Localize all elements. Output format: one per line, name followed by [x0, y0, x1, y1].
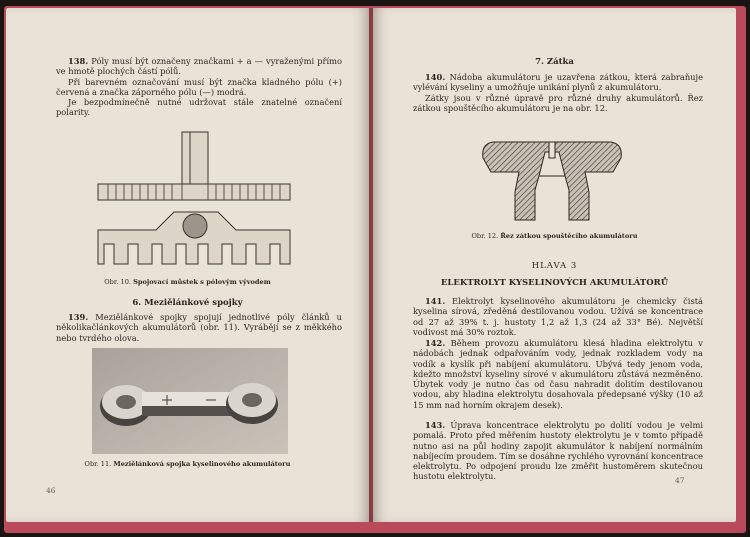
- para-text: Úprava koncentrace elektrolytu po dolití vodou je velmi pomalá. Proto před měřením hustoty elektrolytu je v tomto případě nutno asi na půl hodiny zapojit akumulátor k nabíjení normálním nabíjecím proudem. Tím se dosáhne rychlého vyrovnání koncentrace elektrolytu. Po odpojení proudu lze změřit hustoměrem skutečnou hustotu elektrolytu.: [413, 420, 703, 482]
- para-number: 140.: [425, 72, 446, 82]
- figure-10-connector-bridge: [94, 128, 294, 268]
- paragraph-138b: Při barevném označování musí být značka kladného pólu (+) červená a značka záporného pólu (—) modrá.: [56, 76, 342, 97]
- paragraph-140: [413, 72, 703, 113]
- para-text: Póly musí být označeny značkami + a — vyraženými přímo ve hmotě plochých částí pólů.: [56, 56, 342, 77]
- para-text: Nádoba akumulátoru je uzavřena zátkou, která zabraňuje vylévání kyseliny a umožňuje unikání plynů z akumulátoru.: [413, 72, 703, 93]
- paragraph-139: [56, 312, 342, 343]
- left-page: [6, 8, 369, 522]
- para-text: Během provozu akumulátoru klesá hladina elektrolytu v nádobách jednak odpařováním vody, jednak rozkladem vody na vodík a kyslík při nabíjení akumulátoru. Ubývá tedy jenom voda, kdežto množství kyseliny sírové v akumulátoru zůstává nezměněno. Úbytek vody je nutno čas od času nahradit dolitím destilovanou vodou, aby hladina elektrolytu dosahovala předepsané výšky (10 až 15 mm nad horním okrajem desek).: [413, 338, 703, 410]
- figure-10-caption: [6, 278, 369, 286]
- caption-label: Obr. 10.: [104, 278, 132, 286]
- caption-label: Obr. 11.: [84, 460, 112, 468]
- para-number: 141.: [425, 296, 446, 306]
- paragraph-141: [413, 296, 703, 337]
- section-6-heading: 6. Meziělánkové spojky: [132, 298, 243, 308]
- para-text: Meziělánkové spojky spojují jednotlivé póly článků u několikačlánkových akumulátorů (obr. 11). Vyrábějí se z měkkého nebo tvrdého olova.: [56, 312, 342, 343]
- paragraph-140b: Zátky jsou v různé úpravě pro různé druhy akumulátorů. Řez zátkou spouštěcího akumulátoru je na obr. 12.: [413, 92, 703, 113]
- section-7-heading: 7. Zátka: [535, 57, 574, 67]
- page-number: 47: [675, 476, 685, 485]
- page-number: 46: [46, 486, 56, 495]
- caption-title: Řez zátkou spouštěcího akumulátoru: [500, 232, 638, 240]
- paragraph-143: [413, 420, 703, 482]
- caption-label: Obr. 12.: [471, 232, 499, 240]
- paragraph-138c: Je bezpodmínečně nutné udržovat stále znatelné označení polarity.: [56, 97, 342, 118]
- para-text: Elektrolyt kyselinového akumulátoru je chemicky čistá kyselina sírová, zředěná destilovanou vodou. Užívá se koncentrace od 27 až 39% t. j. hustoty 1,2 až 1,3 (24 až 33° Bé). Největší vodivost má 30% roztok.: [413, 296, 703, 337]
- paragraph-142: [413, 338, 703, 410]
- para-number: 138.: [68, 56, 89, 66]
- paragraph-138: [56, 56, 342, 118]
- para-number: 142.: [425, 338, 446, 348]
- figure-11-caption: [6, 460, 369, 468]
- figure-12-caption: [373, 232, 736, 240]
- right-page: [373, 8, 736, 522]
- chapter-label: HLAVA 3: [531, 261, 578, 271]
- para-number: 143.: [425, 420, 446, 430]
- figure-11-photo-cell-connector: [92, 348, 288, 454]
- chapter-title: ELEKTROLYT KYSELINOVÝCH AKUMULÁTORŮ: [440, 278, 669, 288]
- caption-title: Meziělánková spojka kyselinového akumulátoru: [113, 460, 291, 468]
- caption-title: Spojovací můstek s pólovým vývodem: [133, 278, 271, 286]
- para-number: 139.: [68, 312, 89, 322]
- figure-12-plug-cross-section: [477, 132, 627, 224]
